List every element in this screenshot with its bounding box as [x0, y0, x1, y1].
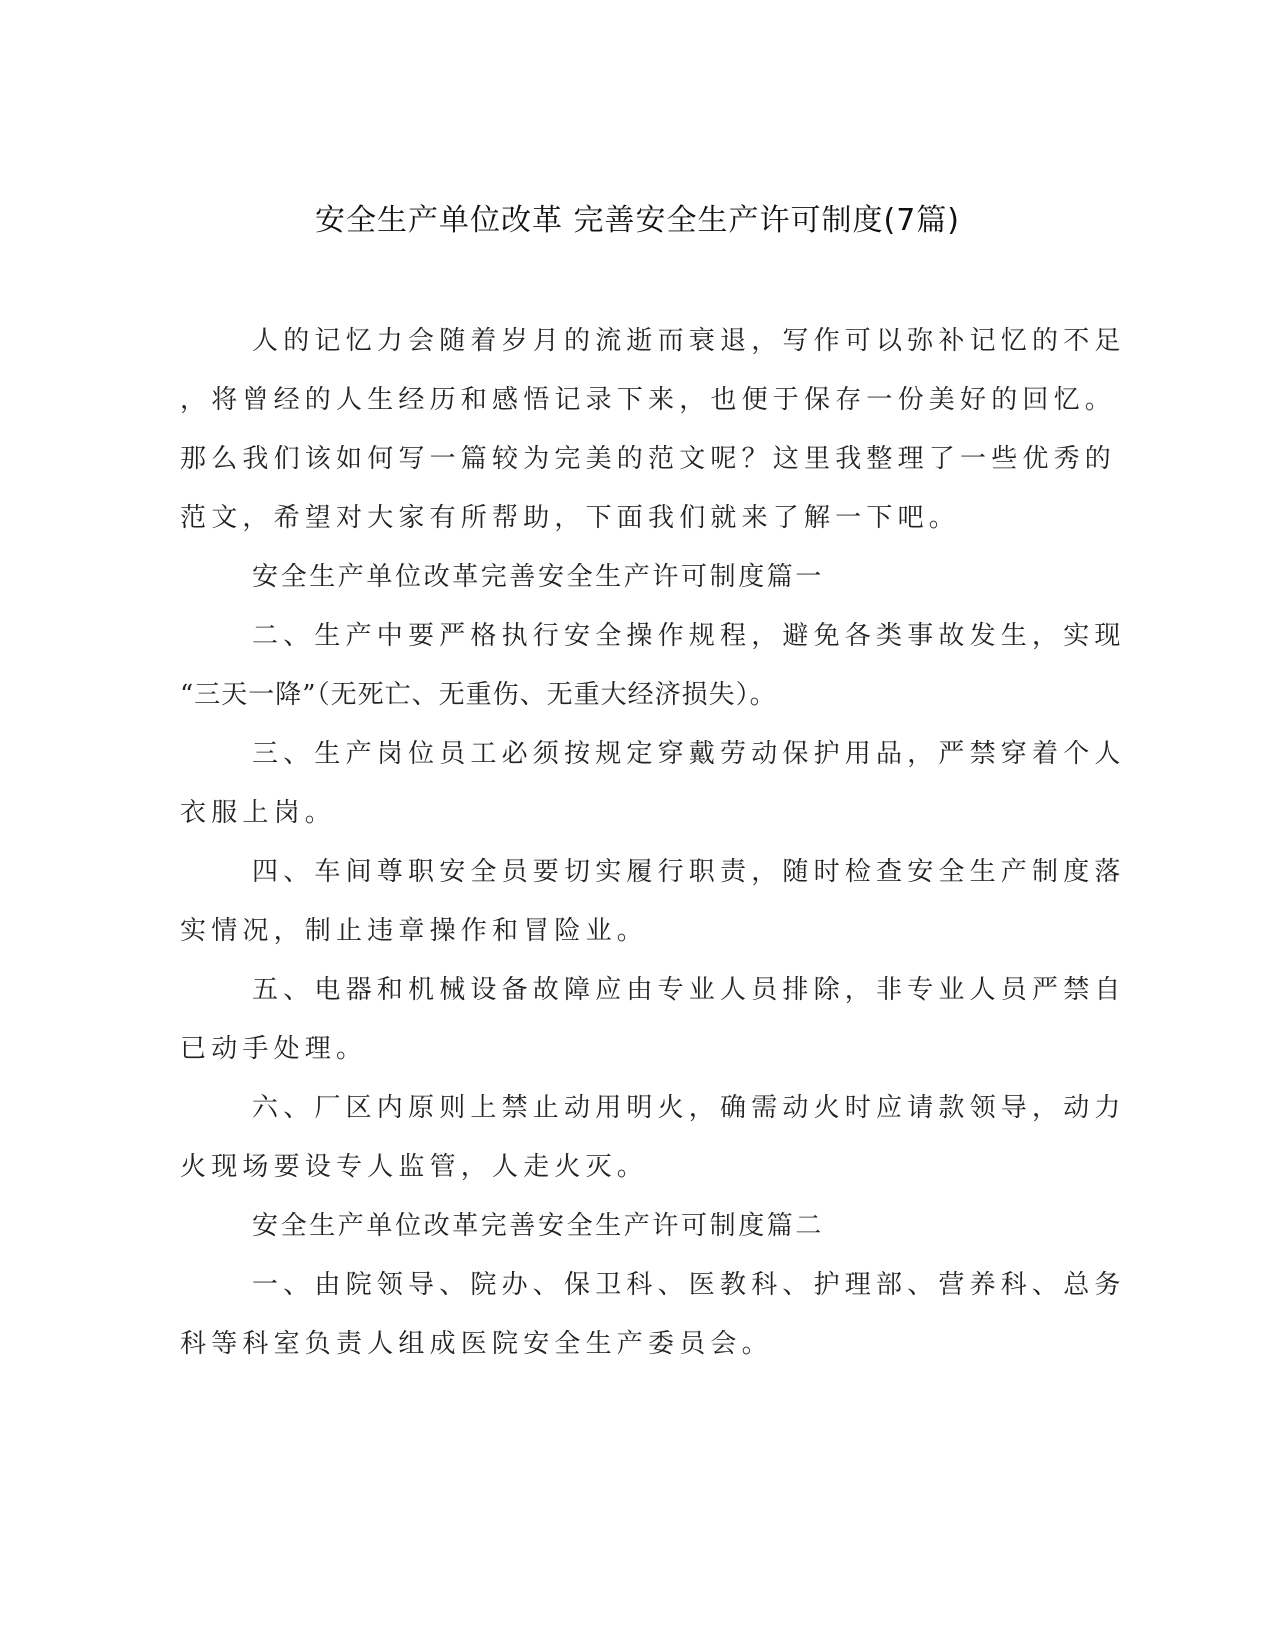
- paragraph-line: 范文，希望对大家有所帮助，下面我们就来了解一下吧。: [180, 503, 961, 533]
- document-body: [180, 321, 1126, 1383]
- section-heading: 安全生产单位改革完善安全生产许可制度篇二: [252, 1211, 825, 1241]
- paragraph-line: 人的记忆力会随着岁月的流逝而衰退，写作可以弥补记忆的不足: [252, 326, 1126, 356]
- section-heading: 安全生产单位改革完善安全生产许可制度篇一: [252, 562, 825, 592]
- paragraph-line: “三天一降”（无死亡、无重伤、无重大经济损失）。: [180, 680, 777, 710]
- paragraph-line: 三、生产岗位员工必须按规定穿戴劳动保护用品，严禁穿着个人: [252, 739, 1126, 769]
- paragraph-line: 实情况，制止违章操作和冒险业。: [180, 916, 649, 946]
- paragraph-line: 那么我们该如何写一篇较为完美的范文呢？这里我整理了一些优秀的: [180, 444, 1117, 474]
- paragraph-line: 五、电器和机械设备故障应由专业人员排除，非专业人员严禁自: [252, 975, 1126, 1005]
- paragraph-line: 六、厂区内原则上禁止动用明火，确需动火时应请款领导，动力: [252, 1093, 1126, 1123]
- paragraph-line: 火现场要设专人监管，人走火灭。: [180, 1152, 649, 1182]
- paragraph-line: 四、车间尊职安全员要切实履行职责，随时检查安全生产制度落: [252, 857, 1126, 887]
- paragraph-line: ，将曾经的人生经历和感悟记录下来，也便于保存一份美好的回忆。: [180, 385, 1117, 415]
- paragraph-line: 衣服上岗。: [180, 798, 337, 828]
- paragraph-line: 已动手处理。: [180, 1034, 368, 1064]
- paragraph-line: 一、由院领导、院办、保卫科、医教科、护理部、营养科、总务: [252, 1270, 1126, 1300]
- paragraph-line: 科等科室负责人组成医院安全生产委员会。: [180, 1329, 773, 1359]
- paragraph-line: 二、生产中要严格执行安全操作规程，避免各类事故发生，实现: [252, 621, 1126, 651]
- document-title: 安全生产单位改革 完善安全生产许可制度(7篇): [314, 203, 961, 238]
